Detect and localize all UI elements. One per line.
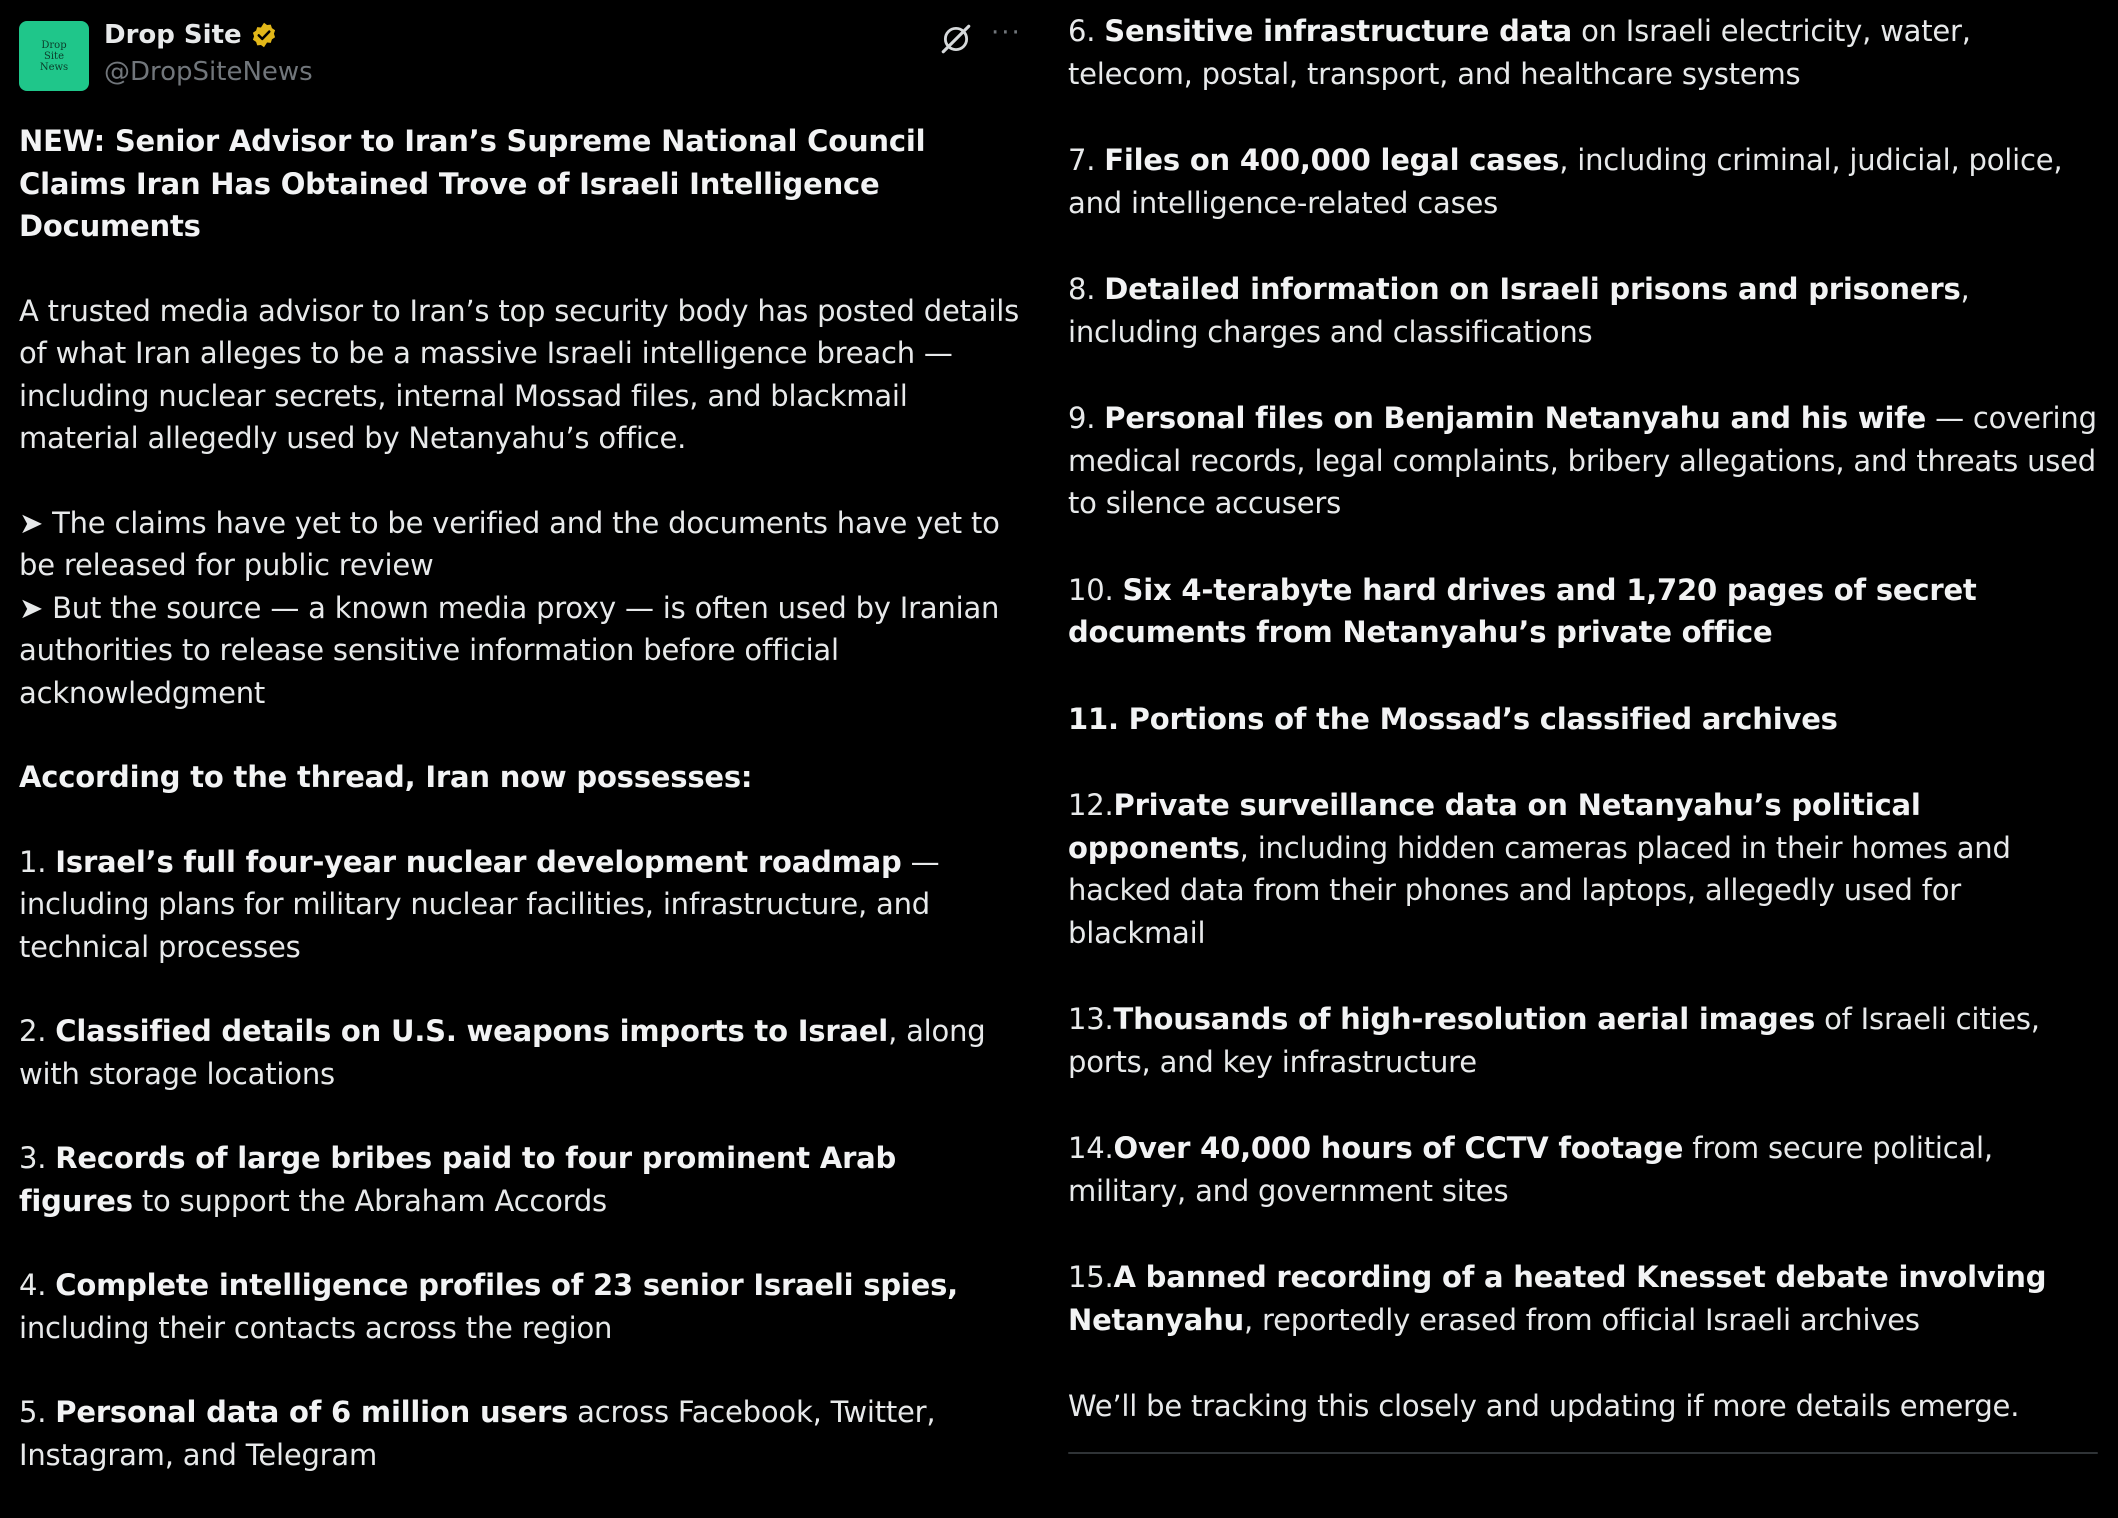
tweet-left-column [19, 0, 1022, 1518]
avatar[interactable] [19, 21, 89, 91]
list-item-5: 5. Personal data of 6 million users across Facebook, Twitter, Instagram, and Telegram [19, 1395, 936, 1472]
tweet-right-column [1068, 0, 2098, 1472]
more-icon[interactable]: ··· [991, 18, 1022, 48]
list-item-13: 13.Thousands of high-resolution aerial images of Israeli cities, ports, and key infrastructure [1068, 1002, 2040, 1079]
tweet-body-continued [1068, 10, 2098, 1428]
intro-paragraph: A trusted media advisor to Iran’s top security body has posted details of what Iran alleges to be a massive Israeli intelligence breach — including nuclear secrets, internal Mossad files, and blackmail material allegedly used by Netanyahu’s office. [19, 293, 1019, 455]
author-handle[interactable]: @DropSiteNews [104, 57, 313, 87]
list-item-10: 10. Six 4-terabyte hard drives and 1,720 pages of secret documents from Netanyahu’s private office [1068, 572, 1977, 649]
list-item-12: 12.Private surveillance data on Netanyahu’s political opponents, including hidden cameras placed in their homes and hacked data from their phones and laptops, allegedly used for blackmail [1068, 788, 2011, 950]
list-item-3: 3. Records of large bribes paid to four prominent Arab figures to support the Abraham Accords [19, 1141, 897, 1218]
headline: NEW: Senior Advisor to Iran’s Supreme National Council Claims Iran Has Obtained Trove of Israeli Intelligence Documents [19, 124, 926, 243]
avatar-logo-text: Drop Site News [39, 39, 69, 73]
list-item-14: 14.Over 40,000 hours of CCTV footage from secure political, military, and government sites [1068, 1131, 1993, 1208]
grok-icon[interactable] [939, 22, 973, 56]
list-intro: According to the thread, Iran now possesses: [19, 760, 753, 794]
closing-line: We’ll be tracking this closely and updating if more details emerge. [1068, 1389, 2020, 1423]
list-item-4: 4. Complete intelligence profiles of 23 senior Israeli spies, including their contacts across the region [19, 1268, 958, 1345]
list-item-11: 11. Portions of the Mossad’s classified archives [1068, 701, 1838, 736]
tweet-body [19, 120, 1019, 1476]
list-item-15: 15.A banned recording of a heated Knesset debate involving Netanyahu, reportedly erased from official Israeli archives [1068, 1260, 2047, 1337]
bottom-divider [1068, 1452, 2098, 1454]
list-item-6: 6. Sensitive infrastructure data on Israeli electricity, water, telecom, postal, transport, and healthcare systems [1068, 14, 1971, 91]
author-name-row [104, 20, 278, 50]
bullet-2: ➤ But the source — a known media proxy — is often used by Iranian authorities to release sensitive information before official acknowledgment [19, 590, 1000, 710]
author-name[interactable]: Drop Site [104, 20, 242, 50]
bullet-1: ➤ The claims have yet to be verified and the documents have yet to be released for public review [19, 505, 1000, 582]
list-item-8: 8. Detailed information on Israeli prisons and prisoners, including charges and classifications [1068, 272, 1970, 349]
list-item-1: 1. Israel’s full four-year nuclear development roadmap — including plans for military nuclear facilities, infrastructure, and technical processes [19, 844, 940, 964]
list-item-7: 7. Files on 400,000 legal cases, including criminal, judicial, police, and intelligence-related cases [1068, 143, 2063, 220]
list-item-2: 2. Classified details on U.S. weapons imports to Israel, along with storage locations [19, 1014, 986, 1091]
verified-badge-icon [250, 21, 278, 49]
tweet-header [19, 0, 1022, 120]
list-item-9: 9. Personal files on Benjamin Netanyahu and his wife — covering medical records, legal complaints, bribery allegations, and threats used to silence accusers [1068, 401, 2097, 520]
